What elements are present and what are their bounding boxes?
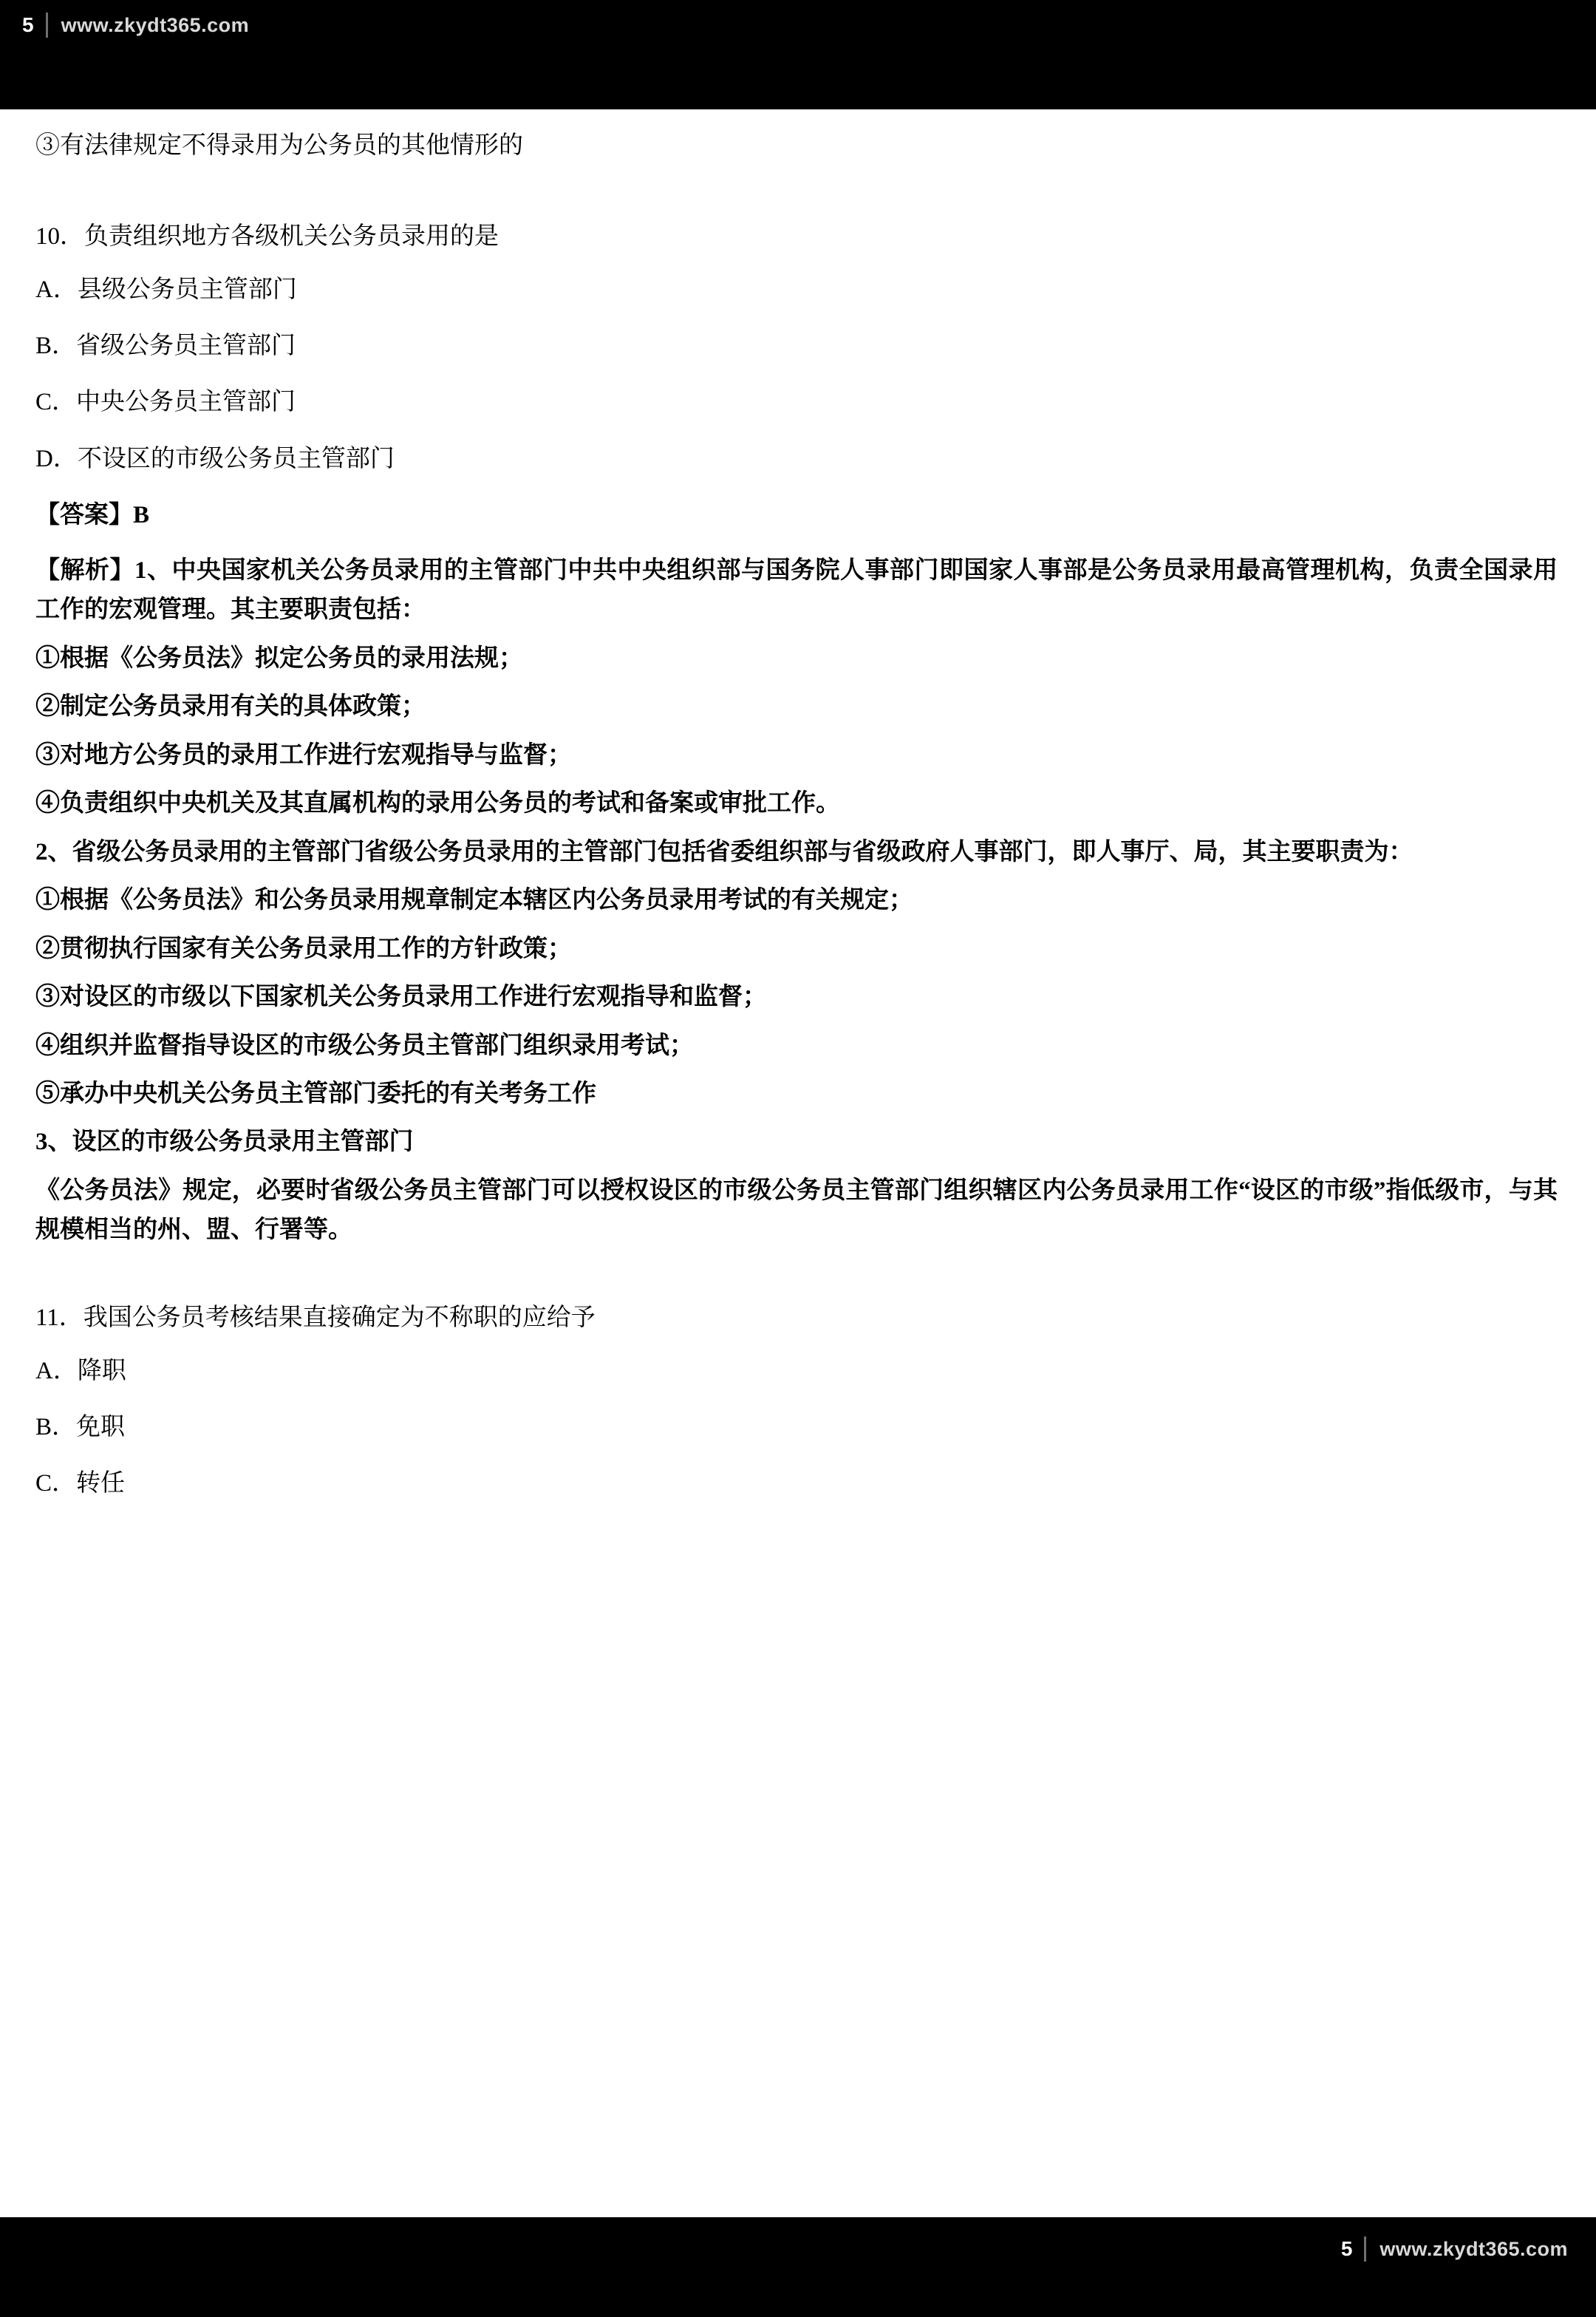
carryover-option-line: ③有法律规定不得录用为公务员的其他情形的 xyxy=(35,132,523,159)
header-site-url: www.zkydt365.com xyxy=(61,13,250,36)
question-10-option-a: A．县级公务员主管部门 xyxy=(35,276,297,304)
question-10-explanation-line-3: ②制定公务员录用有关的具体政策； xyxy=(35,693,426,721)
question-10-explanation-line-10: ④组织并监督指导设区的市级公务员主管部门组织录用考试； xyxy=(35,1032,694,1059)
question-10-option-c: C．中央公务员主管部门 xyxy=(35,389,296,416)
question-11-option-b: B．免职 xyxy=(35,1414,126,1441)
page-footer-bar xyxy=(0,2217,1596,2317)
question-10-explanation-line-6: 2、省级公务员录用的主管部门省级公务员录用的主管部门包括省委组织部与省级政府人事部门，即人事厅、局，其主要职责为： xyxy=(35,838,1413,865)
question-11-option-a: A．降职 xyxy=(35,1357,126,1384)
footer-divider xyxy=(1364,2236,1366,2262)
question-10-explanation-line-7: ①根据《公务员法》和公务员录用规章制定本辖区内公务员录用考试的有关规定； xyxy=(35,887,913,914)
header-page-number: 5 xyxy=(22,13,34,36)
spacer xyxy=(35,1259,1558,1301)
footer-branding xyxy=(1341,2231,1568,2267)
question-11-stem: 11．我国公务员考核结果直接确定为不称职的应给予 xyxy=(35,1304,596,1331)
question-10-stem: 10．负责组织地方各级机关公务员录用的是 xyxy=(35,222,499,250)
question-10-explanation-line-13: 《公务员法》规定，必要时省级公务员主管部门可以授权设区的市级公务员主管部门组织辖区内公务员录用工作“设区的市级”指低级市，与其规模相当的州、盟、行署等。 xyxy=(35,1177,1558,1244)
spacer xyxy=(35,178,1558,220)
page-header-bar xyxy=(0,0,1596,109)
question-10-explanation-line-9: ③对设区的市级以下国家机关公务员录用工作进行宏观指导和监督； xyxy=(35,984,767,1011)
question-10-explanation-line-2: ①根据《公务员法》拟定公务员的录用法规； xyxy=(35,644,523,672)
question-10-explanation-line-12: 3、设区的市级公务员录用主管部门 xyxy=(35,1129,414,1156)
question-10-option-b: B．省级公务员主管部门 xyxy=(35,333,296,360)
footer-site-url: www.zkydt365.com xyxy=(1380,2237,1568,2260)
header-branding xyxy=(22,4,249,46)
question-10-explanation-line-1: 【解析】1、中央国家机关公务员录用的主管部门中共中央组织部与国务院人事部门即国家人事部是公务员录用最高管理机构，负责全国录用工作的宏观管理。其主要职责包括： xyxy=(35,557,1558,624)
question-10-explanation-line-4: ③对地方公务员的录用工作进行宏观指导与监督； xyxy=(35,741,572,769)
header-divider xyxy=(46,13,48,38)
question-10-explanation-line-5: ④负责组织中央机关及其直属机构的录用公务员的考试和备案或审批工作。 xyxy=(35,790,840,817)
question-10-answer: 【答案】B xyxy=(35,501,150,528)
question-10-explanation-line-8: ②贯彻执行国家有关公务员录用工作的方针政策； xyxy=(35,935,572,962)
footer-page-number: 5 xyxy=(1340,2237,1353,2260)
question-10-option-d: D．不设区的市级公务员主管部门 xyxy=(35,445,395,472)
question-10-explanation-line-11: ⑤承办中央机关公务员主管部门委托的有关考务工作 xyxy=(35,1080,596,1107)
document-content xyxy=(0,109,1596,2217)
question-11-option-c: C．转任 xyxy=(35,1470,126,1497)
